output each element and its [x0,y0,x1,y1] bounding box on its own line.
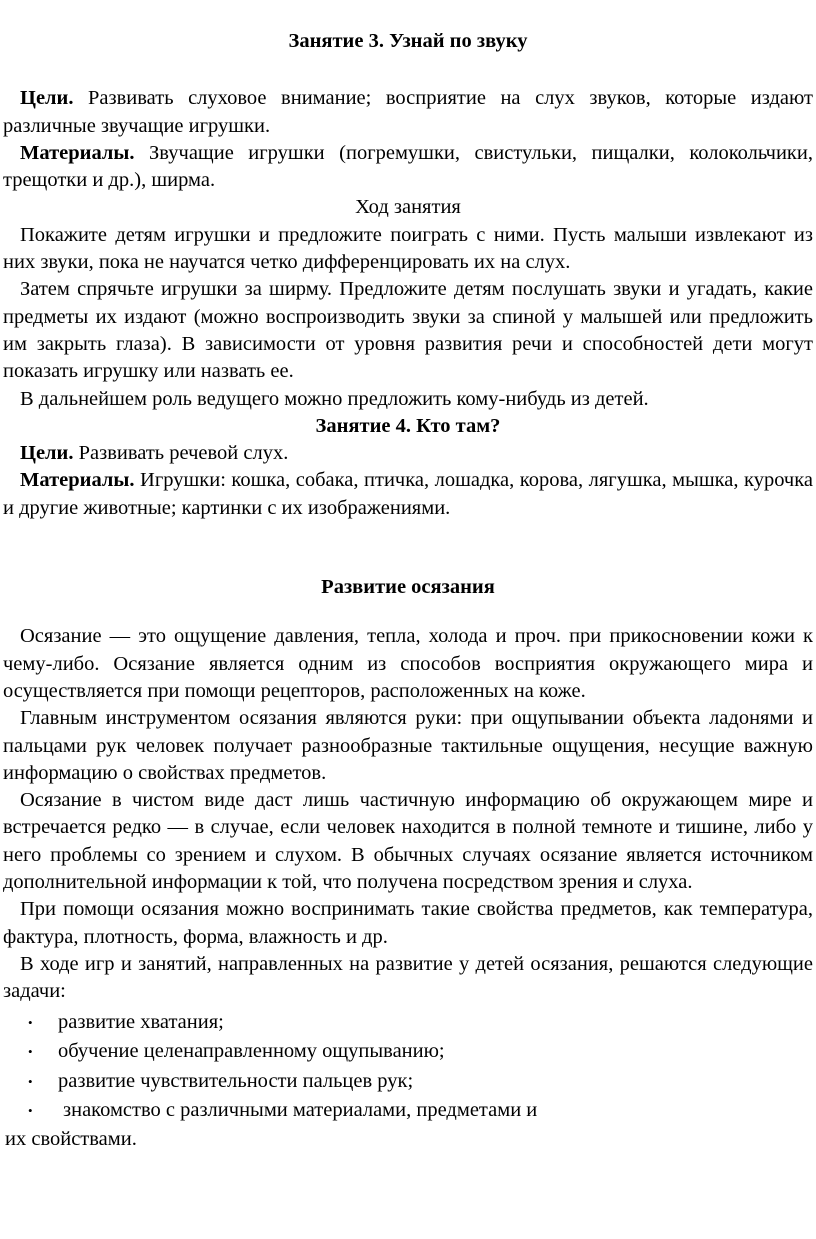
list-item-text: развитие чувствительности пальцев рук; [58,1069,414,1092]
lesson3-paragraph-3: В дальнейшем роль ведущего можно предложить кому-нибудь из детей. [20,387,649,410]
section-paragraph-2: Главным инструментом осязания являются руки: при ощупывании объекта ладонями и пальцами рук человек получает разнообразные тактильные ощущения, несущие важную информацию о свойствах предметов. [3,707,813,784]
list-item-text: развитие хватания; [58,1010,224,1033]
lesson3-materials-text: Звучащие игрушки (погремушки, свистульки, пищалки, колокольчики, трещотки и др.), ширма. [3,141,813,192]
section-title: Развитие осязания [321,576,495,599]
bullet-icon: • [28,1014,33,1030]
list-item-text: знакомство с различными материалами, предметами и [63,1099,538,1121]
task-list [3,1008,813,1126]
lesson4-title: Занятие 4. Кто там? [315,414,501,437]
list-item [3,1008,813,1038]
section-paragraph-3: Осязание в чистом виде даст лишь частичную информацию об окружающем мире и встречается редко — в случае, если человек находится в полной темноте и тишине, либо у него проблемы со зрением и слухом. В обычных случаях осязание является источником дополнительной информации к той, что получена посредством зрения и слуха. [3,789,813,894]
section-paragraph-5: В ходе игр и занятий, направленных на развитие у детей осязания, решаются следующие задачи: [3,952,813,1003]
list-item-text: обучение целенаправленному ощупыванию; [58,1040,445,1062]
lesson3-goals-label: Цели. [20,87,74,110]
lesson4-goals [3,440,813,467]
list-item-continuation: их свойствами. [5,1127,137,1150]
lesson4-materials-label: Материалы. [20,469,135,492]
section-paragraph-1: Осязание — это ощущение давления, тепла, холода и проч. при прикосновении кожи к чему-либо. Осязание является одним из способов восприятия окружающего мира и осуществляется при помощи рецепторов, расположенных на коже. [3,625,813,702]
section-paragraph-4: При помощи осязания можно воспринимать такие свойства предметов, как температура, фактура, плотность, форма, влажность и др. [3,898,813,948]
lesson4-materials-text: Игрушки: кошка, собака, птичка, лошадка, корова, лягушка, мышка, курочка и другие животные; картинки с их изображениями. [3,469,813,519]
list-item [3,1096,813,1126]
list-item [3,1037,813,1067]
lesson3-course-heading: Ход занятия [355,196,461,219]
lesson3-materials [3,140,813,195]
lesson3-title: Занятие 3. Узнай по звуку [288,30,528,52]
lesson3-goals [3,85,813,140]
lesson4-goals-text: Развивать речевой слух. [73,442,289,465]
lesson3-goals-text: Развивать слуховое внимание; восприятие на слух звуков, которые издают различные звучащие игрушки. [3,87,813,137]
bullet-icon: • [28,1103,33,1118]
bullet-icon: • [28,1073,33,1089]
lesson3-paragraph-1: Покажите детям игрушки и предложите поиграть с ними. Пусть малыши извлекают из них звуки, пока не научатся четко дифференцировать их на слух. [3,223,813,274]
lesson4-goals-label: Цели. [20,442,74,465]
bullet-icon: • [28,1044,33,1059]
list-item [3,1067,813,1097]
lesson3-paragraph-2: Затем спрячьте игрушки за ширму. Предложите детям послушать звуки и угадать, какие предметы их издают (можно воспроизводить звуки за спиной у малышей или предложить им закрыть глаза). В зависимости от уровня развития речи и способностей дети могут показать игрушку или назвать ее. [3,278,813,383]
lesson4-materials [3,467,813,522]
lesson3-materials-label: Материалы. [20,141,135,164]
